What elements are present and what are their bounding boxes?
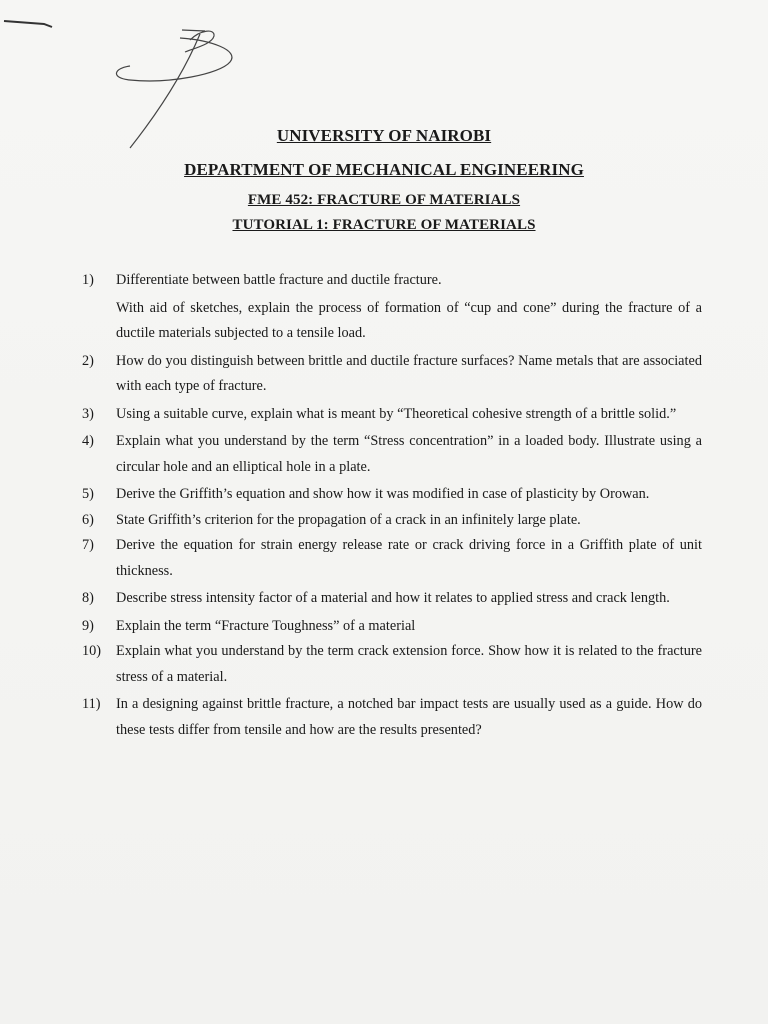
- question-number: 10): [82, 643, 102, 659]
- question-item: [82, 692, 702, 743]
- question-list: [82, 268, 702, 743]
- question-text: Using a suitable curve, explain what is meant by “Theoretical cohesive strength of a brittle solid.”: [116, 405, 677, 422]
- question-item: [82, 639, 702, 690]
- question-text: In a designing against brittle fracture, a notched bar impact tests are usually used as a guide. How do these tests differ from tensile and how are the results presented?: [116, 696, 702, 738]
- tutorial-heading: TUTORIAL 1: FRACTURE OF MATERIALS: [232, 217, 536, 233]
- question-number: 9): [82, 617, 94, 634]
- question-text: Describe stress intensity factor of a material and how it relates to applied stress and crack length.: [116, 590, 670, 606]
- question-number: 3): [82, 405, 94, 422]
- department-heading: DEPARTMENT OF MECHANICAL ENGINEERING: [184, 160, 584, 179]
- question-item: [82, 508, 702, 534]
- question-subtext: With aid of sketches, explain the process of formation of “cup and cone” during the fracture of a ductile materials subjected to a tensile load.: [116, 299, 702, 341]
- question-item: [82, 614, 702, 640]
- question-text: Derive the equation for strain energy release rate or crack driving force in a Griffith plate of unit thickness.: [116, 537, 702, 579]
- question-number: 1): [82, 272, 94, 288]
- question-item: [82, 268, 702, 347]
- question-text: Explain what you understand by the term crack extension force. Show how it is related to the fracture stress of a material.: [116, 643, 702, 685]
- question-item: [82, 586, 702, 612]
- question-number: 2): [82, 352, 94, 369]
- question-number: 6): [82, 511, 94, 528]
- question-text: Explain the term “Fracture Toughness” of a material: [116, 617, 416, 634]
- question-text: Derive the Griffith’s equation and show how it was modified in case of plasticity by Orowan.: [116, 486, 650, 502]
- question-item: [82, 429, 702, 480]
- question-item: [82, 482, 702, 508]
- question-number: 11): [82, 696, 101, 712]
- question-text: Differentiate between battle fracture and ductile fracture.: [116, 272, 442, 288]
- question-number: 4): [82, 433, 94, 449]
- university-heading: UNIVERSITY OF NAIROBI: [276, 126, 492, 145]
- question-item: [82, 349, 702, 400]
- question-text: Explain what you understand by the term “Stress concentration” in a loaded body. Illustrate using a circular hole and an elliptical hole in a plate.: [116, 433, 702, 475]
- question-number: 8): [82, 590, 94, 606]
- question-number: 7): [82, 537, 94, 553]
- question-item: [82, 402, 702, 428]
- question-text: State Griffith’s criterion for the propagation of a crack in an infinitely large plate.: [116, 511, 581, 528]
- question-text: How do you distinguish between brittle and ductile fracture surfaces? Name metals that are associated with each type of fracture.: [116, 352, 702, 394]
- question-item: [82, 533, 702, 584]
- course-heading: FME 452: FRACTURE OF MATERIALS: [247, 192, 521, 208]
- question-number: 5): [82, 486, 94, 502]
